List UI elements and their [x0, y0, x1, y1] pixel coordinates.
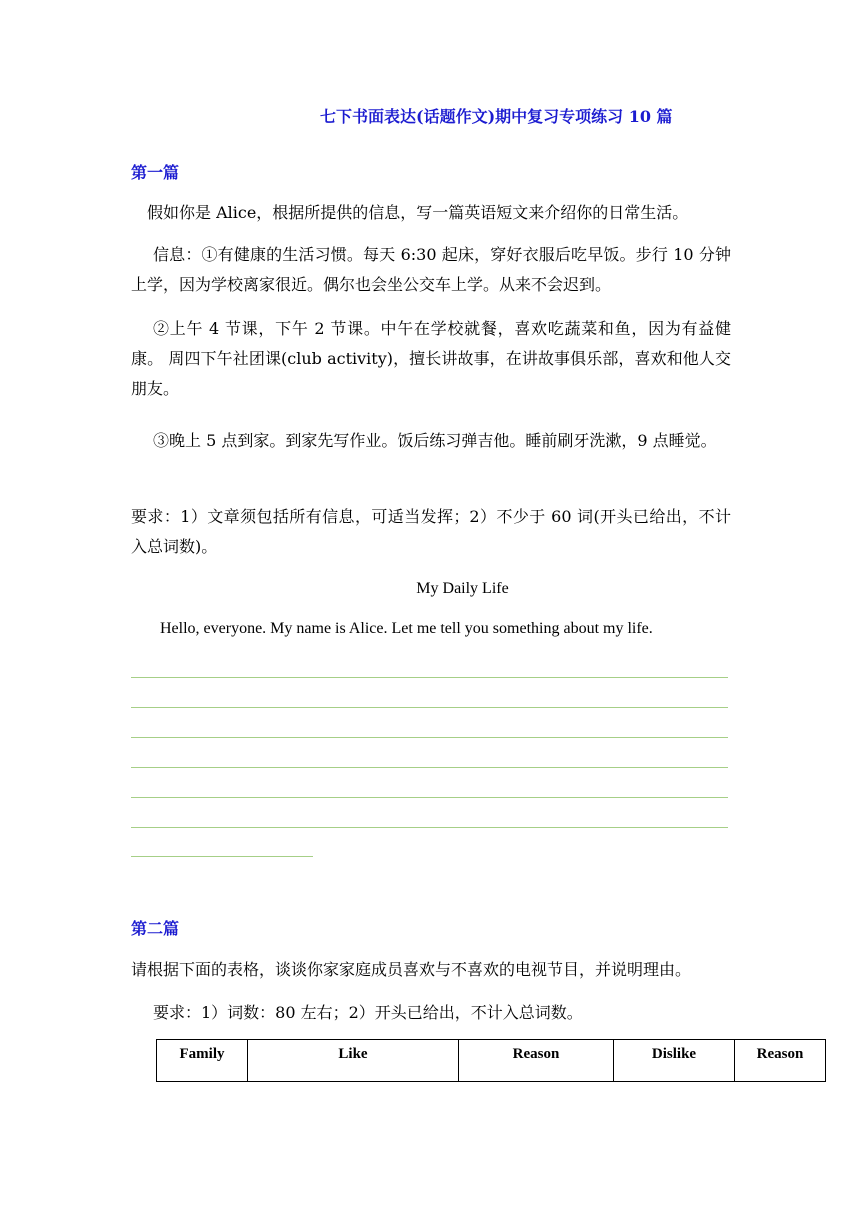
answer-line	[131, 677, 728, 678]
table-header-family: Family	[157, 1040, 248, 1082]
table-header-reason-2: Reason	[735, 1040, 826, 1082]
table-header-row	[157, 1040, 826, 1082]
section-2-heading: 第二篇	[131, 919, 180, 938]
section-1-prompt: 假如你是 Alice，根据所提供的信息，写一篇英语短文来介绍你的日常生活。	[147, 203, 689, 222]
answer-line	[131, 797, 728, 798]
answer-line	[131, 707, 728, 708]
section-1-heading: 第一篇	[131, 163, 180, 182]
answer-line	[131, 856, 313, 857]
section-2-requirements: 要求：1）词数：80 左右；2）开头已给出，不计入总词数。	[153, 1003, 583, 1022]
section-1-info-3: ③晚上 5 点到家。到家先写作业。饭后练习弹吉他。睡前刷牙洗漱，9 点睡觉。	[153, 431, 717, 450]
table-header-dislike: Dislike	[614, 1040, 735, 1082]
essay-title: My Daily Life	[416, 580, 509, 597]
section-2-prompt: 请根据下面的表格，谈谈你家家庭成员喜欢与不喜欢的电视节目，并说明理由。	[131, 960, 692, 979]
answer-line	[131, 767, 728, 768]
table-header-reason: Reason	[459, 1040, 614, 1082]
document-title: 七下书面表达(话题作文)期中复习专项练习 10 篇	[320, 107, 673, 126]
answer-line	[131, 737, 728, 738]
tv-preference-table	[156, 1039, 826, 1082]
answer-line	[131, 827, 728, 828]
essay-opening: Hello, everyone. My name is Alice. Let me tell you something about my life.	[160, 620, 653, 637]
section-1-info-1: 信息：①有健康的生活习惯。每天 6:30 起床，穿好衣服后吃早饭。步行 10 分钟上学，因为学校离家很近。偶尔也会坐公交车上学。从来不会迟到。	[131, 245, 731, 294]
section-1-info-2: ②上午 4 节课，下午 2 节课。中午在学校就餐，喜欢吃蔬菜和鱼，因为有益健康。 周四下午社团课(club activity)，擅长讲故事，在讲故事俱乐部，喜欢和他人交朋友。	[131, 319, 731, 398]
table-header-like: Like	[248, 1040, 459, 1082]
section-1-requirements: 要求：1）文章须包括所有信息，可适当发挥；2）不少于 60 词(开头已给出，不计入总词数)。	[131, 507, 731, 556]
